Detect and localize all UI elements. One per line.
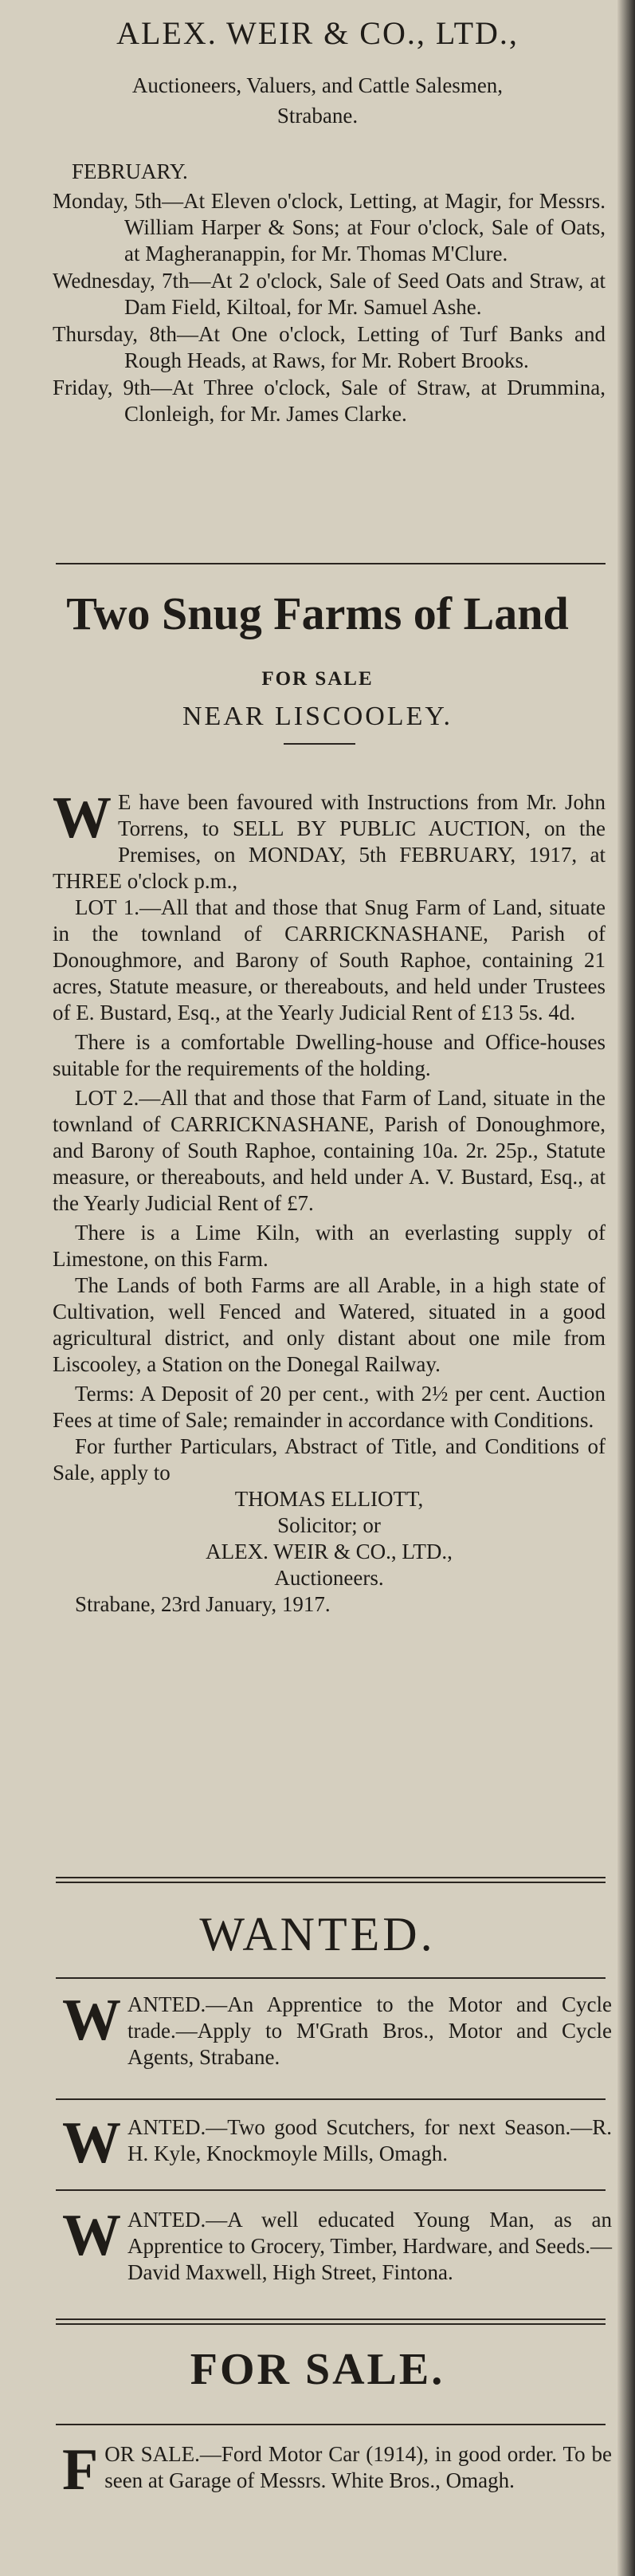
farms-title: Two Snug Farms of Land [66, 588, 569, 639]
firm-subtitle: Auctioneers, Valuers, and Cattle Salesmen, [131, 73, 504, 97]
for-sale-heading: FOR SALE. [190, 2345, 445, 2394]
farms-intro [53, 789, 606, 895]
february-heading: FEBRUARY. [72, 159, 188, 183]
intro-text: E have been favoured with Instructions from Mr. John Torrens, to SELL BY PUBLIC AUCTION, on the Premises, on MONDAY, 5th FEBRUARY, 1917, at THREE o'clock p.m., [53, 790, 606, 893]
ad-text: ANTED.—An Apprentice to the Motor and Cycle trade.—Apply to M'Grath Bros., Motor and Cycle Agents, Strabane. [127, 1992, 612, 2069]
for-sale-ad [62, 2437, 612, 2503]
auctioneer-role: Auctioneers. [274, 1566, 384, 1590]
drop-cap: W [62, 1988, 121, 2053]
solicitor-name: THOMAS ELLIOTT, [234, 1487, 424, 1511]
terms: Terms: A Deposit of 20 per cent., with 2½ per cent. Auction Fees at time of Sale; remainder in accordance with Conditions. [53, 1382, 606, 1432]
divider [56, 2189, 606, 2191]
divider [56, 2424, 606, 2425]
lands-note: The Lands of both Farms are all Arable, in a high state of Cultivation, well Fenced and Watered, situated in a good agricultural district, and only distant about one mile from Liscooley, a Station on the Donegal Railway. [53, 1273, 606, 1376]
list-item: Friday, 9th—At Three o'clock, Sale of Straw, at Drummina, Clonleigh, for Mr. James Clarke. [53, 376, 606, 426]
solicitor-role: Solicitor; or [277, 1513, 381, 1537]
wanted-ad [62, 2110, 612, 2176]
page-edge-shadow [617, 0, 635, 2576]
firm-name: ALEX. WEIR & CO., LTD., [116, 15, 519, 51]
divider [56, 2318, 606, 2325]
further-particulars: For further Particulars, Abstract of Title, and Conditions of Sale, apply to [53, 1434, 606, 1485]
farms-for-sale: FOR SALE [261, 668, 374, 690]
list-item: Thursday, 8th—At One o'clock, Letting of Turf Banks and Rough Heads, at Raws, for Mr. Robert Brooks. [53, 322, 606, 372]
list-item: Wednesday, 7th—At 2 o'clock, Sale of Seed Oats and Straw, at Dam Field, Kiltoal, for Mr. Samuel Ashe. [53, 269, 606, 319]
ad-text: ANTED.—A well educated Young Man, as an Apprentice to Grocery, Timber, Hardware, and Seeds.—David Maxwell, High Street, Fintona. [127, 2208, 612, 2284]
drop-cap: W [53, 789, 112, 851]
lot-1: LOT 1.—All that and those that Snug Farm of Land, situate in the townland of CARRICKNASHANE, Parish of Donoughmore, and Barony of South Raphoe, containing 21 acres, Statute measure, or thereabouts, and held under Trustees of E. Bustard, Esq., at the Yearly Judicial Rent of £13 5s. 4d. [53, 895, 606, 1025]
lot-2: LOT 2.—All that and those that Farm of Land, situate in the townland of CARRICKNASHANE, Parish of Donoughmore, and Barony of South Raphoe, containing 10a. 2r. 25p., Statute measure, or thereabouts, and held under A. V. Bustard, Esq., at the Yearly Judicial Rent of £7. [53, 1086, 606, 1215]
february-list [53, 188, 606, 427]
divider [56, 563, 606, 564]
drop-cap: F [62, 2437, 99, 2503]
auctioneer-name: ALEX. WEIR & CO., LTD., [206, 1540, 453, 1563]
wanted-heading: WANTED. [199, 1908, 436, 1961]
wanted-ad [62, 2203, 612, 2286]
dwelling-note: There is a comfortable Dwelling-house and Office-houses suitable for the requirements of the holding. [53, 1030, 606, 1080]
divider [56, 2098, 606, 2100]
date-line: Strabane, 23rd January, 1917. [75, 1592, 331, 1616]
list-item: Monday, 5th—At Eleven o'clock, Letting, at Magir, for Messrs. William Harper & Sons; at Four o'clock, Sale of Oats, at Magheranappin, for Mr. Thomas M'Clure. [53, 189, 606, 265]
lime-kiln-note: There is a Lime Kiln, with an everlasting supply of Limestone, on this Farm. [53, 1221, 606, 1271]
drop-cap: W [62, 2203, 121, 2268]
drop-cap: W [62, 2110, 121, 2176]
divider [56, 1877, 606, 1883]
firm-town: Strabane. [276, 104, 359, 128]
farms-body [53, 789, 606, 1618]
ad-text: OR SALE.—Ford Motor Car (1914), in good order. To be seen at Garage of Messrs. White Bros., Omagh. [104, 2442, 612, 2492]
wanted-ad [62, 1988, 612, 2071]
farms-location: NEAR LISCOOLEY. [182, 702, 453, 731]
short-rule [284, 743, 355, 745]
divider [56, 1977, 606, 1979]
ad-text: ANTED.—Two good Scutchers, for next Season.—R. H. Kyle, Knockmoyle Mills, Omagh. [127, 2115, 612, 2165]
